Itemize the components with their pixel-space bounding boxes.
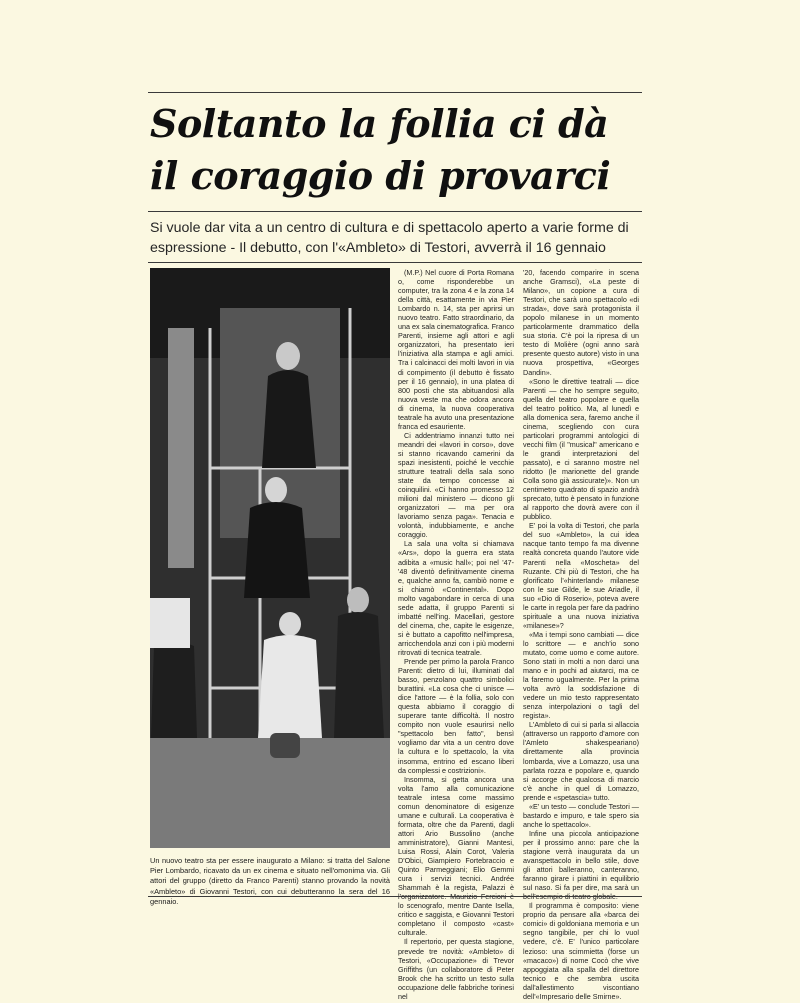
headline-rule <box>148 211 642 212</box>
article-paragraph: «Sono le direttive teatrali — dice Parenti — che ho sempre seguito, quella del teatro popolare e quella del teatro politico. Ma, al lunedì e alla domenica sera, faremo anche il cinema, scegliendo con cura particolari programmi antologici di vecchi film (il "musical" americano e le grandi interpretazioni del passato), e ci saranno mostre nel ridotto (le marionette del grande Colla sono già assicurate)». Non un centimetro quadrato di spazio andrà sprecato, tutto è pensato in funzione al rapporto che dovrà avere con il pubblico. <box>523 376 639 522</box>
rehearsal-photo <box>150 268 390 848</box>
article-paragraph: «E' un testo — conclude Testori — bastardo e impuro, e tale spero sia anche lo spettacolo». <box>523 801 639 829</box>
photo-caption: Un nuovo teatro sta per essere inaugurato a Milano: si tratta del Salone Pier Lombardo, ricavato da un ex cinema e situato nell'omonima via. Gli attori del gruppo (diretto da Franco Parenti) stanno provando la novità «Ambleto» di Giovanni Testori, con cui debutteranno la sera del 16 gennaio. <box>150 856 390 906</box>
article-paragraph: E' poi la volta di Testori, che parla del suo «Ambleto», la cui idea nacque tanto tempo fa ma divenne realtà concreta quando l'autore vide Parenti nella «Moscheta» del Ruzante. Chi più di Testori, che ha glorificato l'«hinterland» milanese con le sue Gilde, le sue Ariadle, il suo «Dio di Roserio», poteva avere le carte in regola per fare da padrino spirituale a una nuova iniziativa «milanese»? <box>523 521 639 630</box>
article-paragraph: Insomma, si getta ancora una volta l'amo alla comunicazione teatrale intesa come massimo comun denominatore di esigenze umane e culturali. La cooperativa è formata, oltre che da Parenti, dagli attori Ario Bussolino (anche amministratore), Gianni Mantesi, Luisa Rossi, Alain Corot, Valeria D'Obici, Giampiero Fortebraccio e Quinto Parmeggiani; Elio Gemmi cura i servizi tecnici. Andrée Shammah è la regista, Palazzi è lo scenografo, mentre Dante Isella, critico e saggista, e Giovanni Testori completano il composto «cast» culturale. <box>398 774 514 938</box>
article-paragraph: «Ma i tempi sono cambiati — dice lo scrittore — e anch'io sono mutato, come uomo e come autore. Sono stati in molti a non darci una mano e in pochi ad aiutarci, ma ce la faremo ugualmente. Per la prima volta avrò la soddisfazione di vedere un mio testo rappresentato senza interpolazioni o tagli del regista». <box>523 629 639 721</box>
article-paragraph: (M.P.) Nel cuore di Porta Romana o, come risponderebbe un computer, tra la zona 4 e la zona 14 della città, esattamente in via Pier Lombardo n. 14, sta per aprirsi un nuovo teatro. Fatto straordinario, da una ex sala cinematografica. Franco Parenti, insieme agli attori e agli organizzatori, ha presentato ieri l'iniziativa alla stampa e agli amici. Tra i calcinacci dei molti lavori in via di compimento (il debutto è fissato per il 16 gennaio), in una platea di 800 posti che sta abituandosi alla nuova veste ma che odora ancora di cinema, la nuova cooperativa teatrale ha avuto una presentazione franca ed esauriente. <box>398 268 514 431</box>
headline-line-1: Soltanto la follia ci dà <box>150 101 609 146</box>
bottom-rule <box>148 896 642 897</box>
article-paragraph: Infine una piccola anticipazione per il prossimo anno: pare che la stagione verrà inaugurata da un avanspettacolo in bello stile, dove gli attori balleranno, canteranno, faranno girare i piattini in equilibrio sul naso. Si fa per dire, ma sarà un <box>523 828 639 893</box>
subheadline: Si vuole dar vita a un centro di cultura e di spettacolo aperto a varie forme di espressione - Il debutto, con l'«Ambleto» di Testori, avverrà il 16 gennaio <box>150 220 629 256</box>
subhead-rule <box>148 262 642 263</box>
article-column-1 <box>398 268 514 1001</box>
article-paragraph: L'Ambleto di cui si parla si allaccia (attraverso un rapporto d'amore con l'Amleto shakespeariano) direttamente alla provincia lombarda, vive a Lomazzo, usa una parlata rozza e popolare e, quando si accorge che qualcosa di marcio c'è anche in quel di Lomazzo, prende e «spetascia» tutto. <box>523 720 639 802</box>
article-paragraph: '20, facendo comparire in scena anche Gramsci), «La peste di Milano», un copione a cura di Testori, che sarà uno spettacolo «di strada», dove sarà protagonista il popolo milanese in un momento particolarmente drammatico della sua storia. C'è poi la ripresa di un testo di Molière (ogni anno sarà presente questo autore) visto in una nuova prospettiva, «Georges Dandin». <box>523 268 639 377</box>
top-rule <box>148 92 642 93</box>
headline <box>150 98 650 202</box>
headline-line-2: il coraggio di provarci <box>150 153 611 198</box>
article-paragraph: Il repertorio, per questa stagione, prevede tre novità: «Ambleto» di Testori, «Occupazione» di Trevor Griffiths (un collaboratore di Peter Brook che ha scritto un testo sulla occupazione delle fabbriche torinesi nel <box>398 937 514 1001</box>
article-paragraph: Ci addentriamo innanzi tutto nei meandri dei «lavori in corso», dove si stanno ricavando camerini da spazi inesistenti, poiché le vecchie strutture teatrali della sala sono state da tempo concesse ai coinquilini. «Ci hanno promesso 12 milioni dal ministero — dicono gli organizzatori — ma per ora lavoriamo senza paga». Tenacia e volontà, indubbiamente, e anche coraggio. <box>398 430 514 540</box>
article-paragraph: Prende per primo la parola Franco Parenti: dietro di lui, illuminati dal basso, penzolano quattro simbolici burattini. «La cosa che ci unisce — dice l'attore — è la follia, solo con questa abbiamo il coraggio di superare tante difficoltà. Il nostro compito non vuole esaurirsi nello "spettacolo ben fatto", bensì vogliamo dar vita a un centro dove la cultura e lo spettacolo, la vita insomma, entrino ed escano liberi da complessi e costrizioni». <box>398 657 514 775</box>
article-paragraph: Il programma è composito: viene proprio da pensare alla «barca dei comici» di goldoniana memoria e un segno tangibile, per chi lo vuol vedere, c'è. E' l'unico particolare lezioso: una scimmietta (forse un «macaco») di nome Cocò che vive appoggiata alla spalla del direttore tecnico e che sembra uscita dall'allestimento viscontiano dell'«Impresario delle Smirne». <box>523 901 639 1001</box>
article-column-2 <box>523 268 639 1001</box>
article-paragraph: La sala una volta si chiamava «Ars», dopo la guerra era stata adibita a «music hall»; poi nel '47-'48 diventò definitivamente cinema e, qualche anno fa, cambiò nome e si chiamò «Continental». Dopo molto vagabondare in cerca di una sede adatta, il gruppo Parenti si imbatté nell'ing. Macellari, gestore del cinema, che, capite le esigenze, si è buttato a capofitto nell'impresa, arricchendola anzi con i più moderni ritrovati di tecnica teatrale. <box>398 539 514 657</box>
